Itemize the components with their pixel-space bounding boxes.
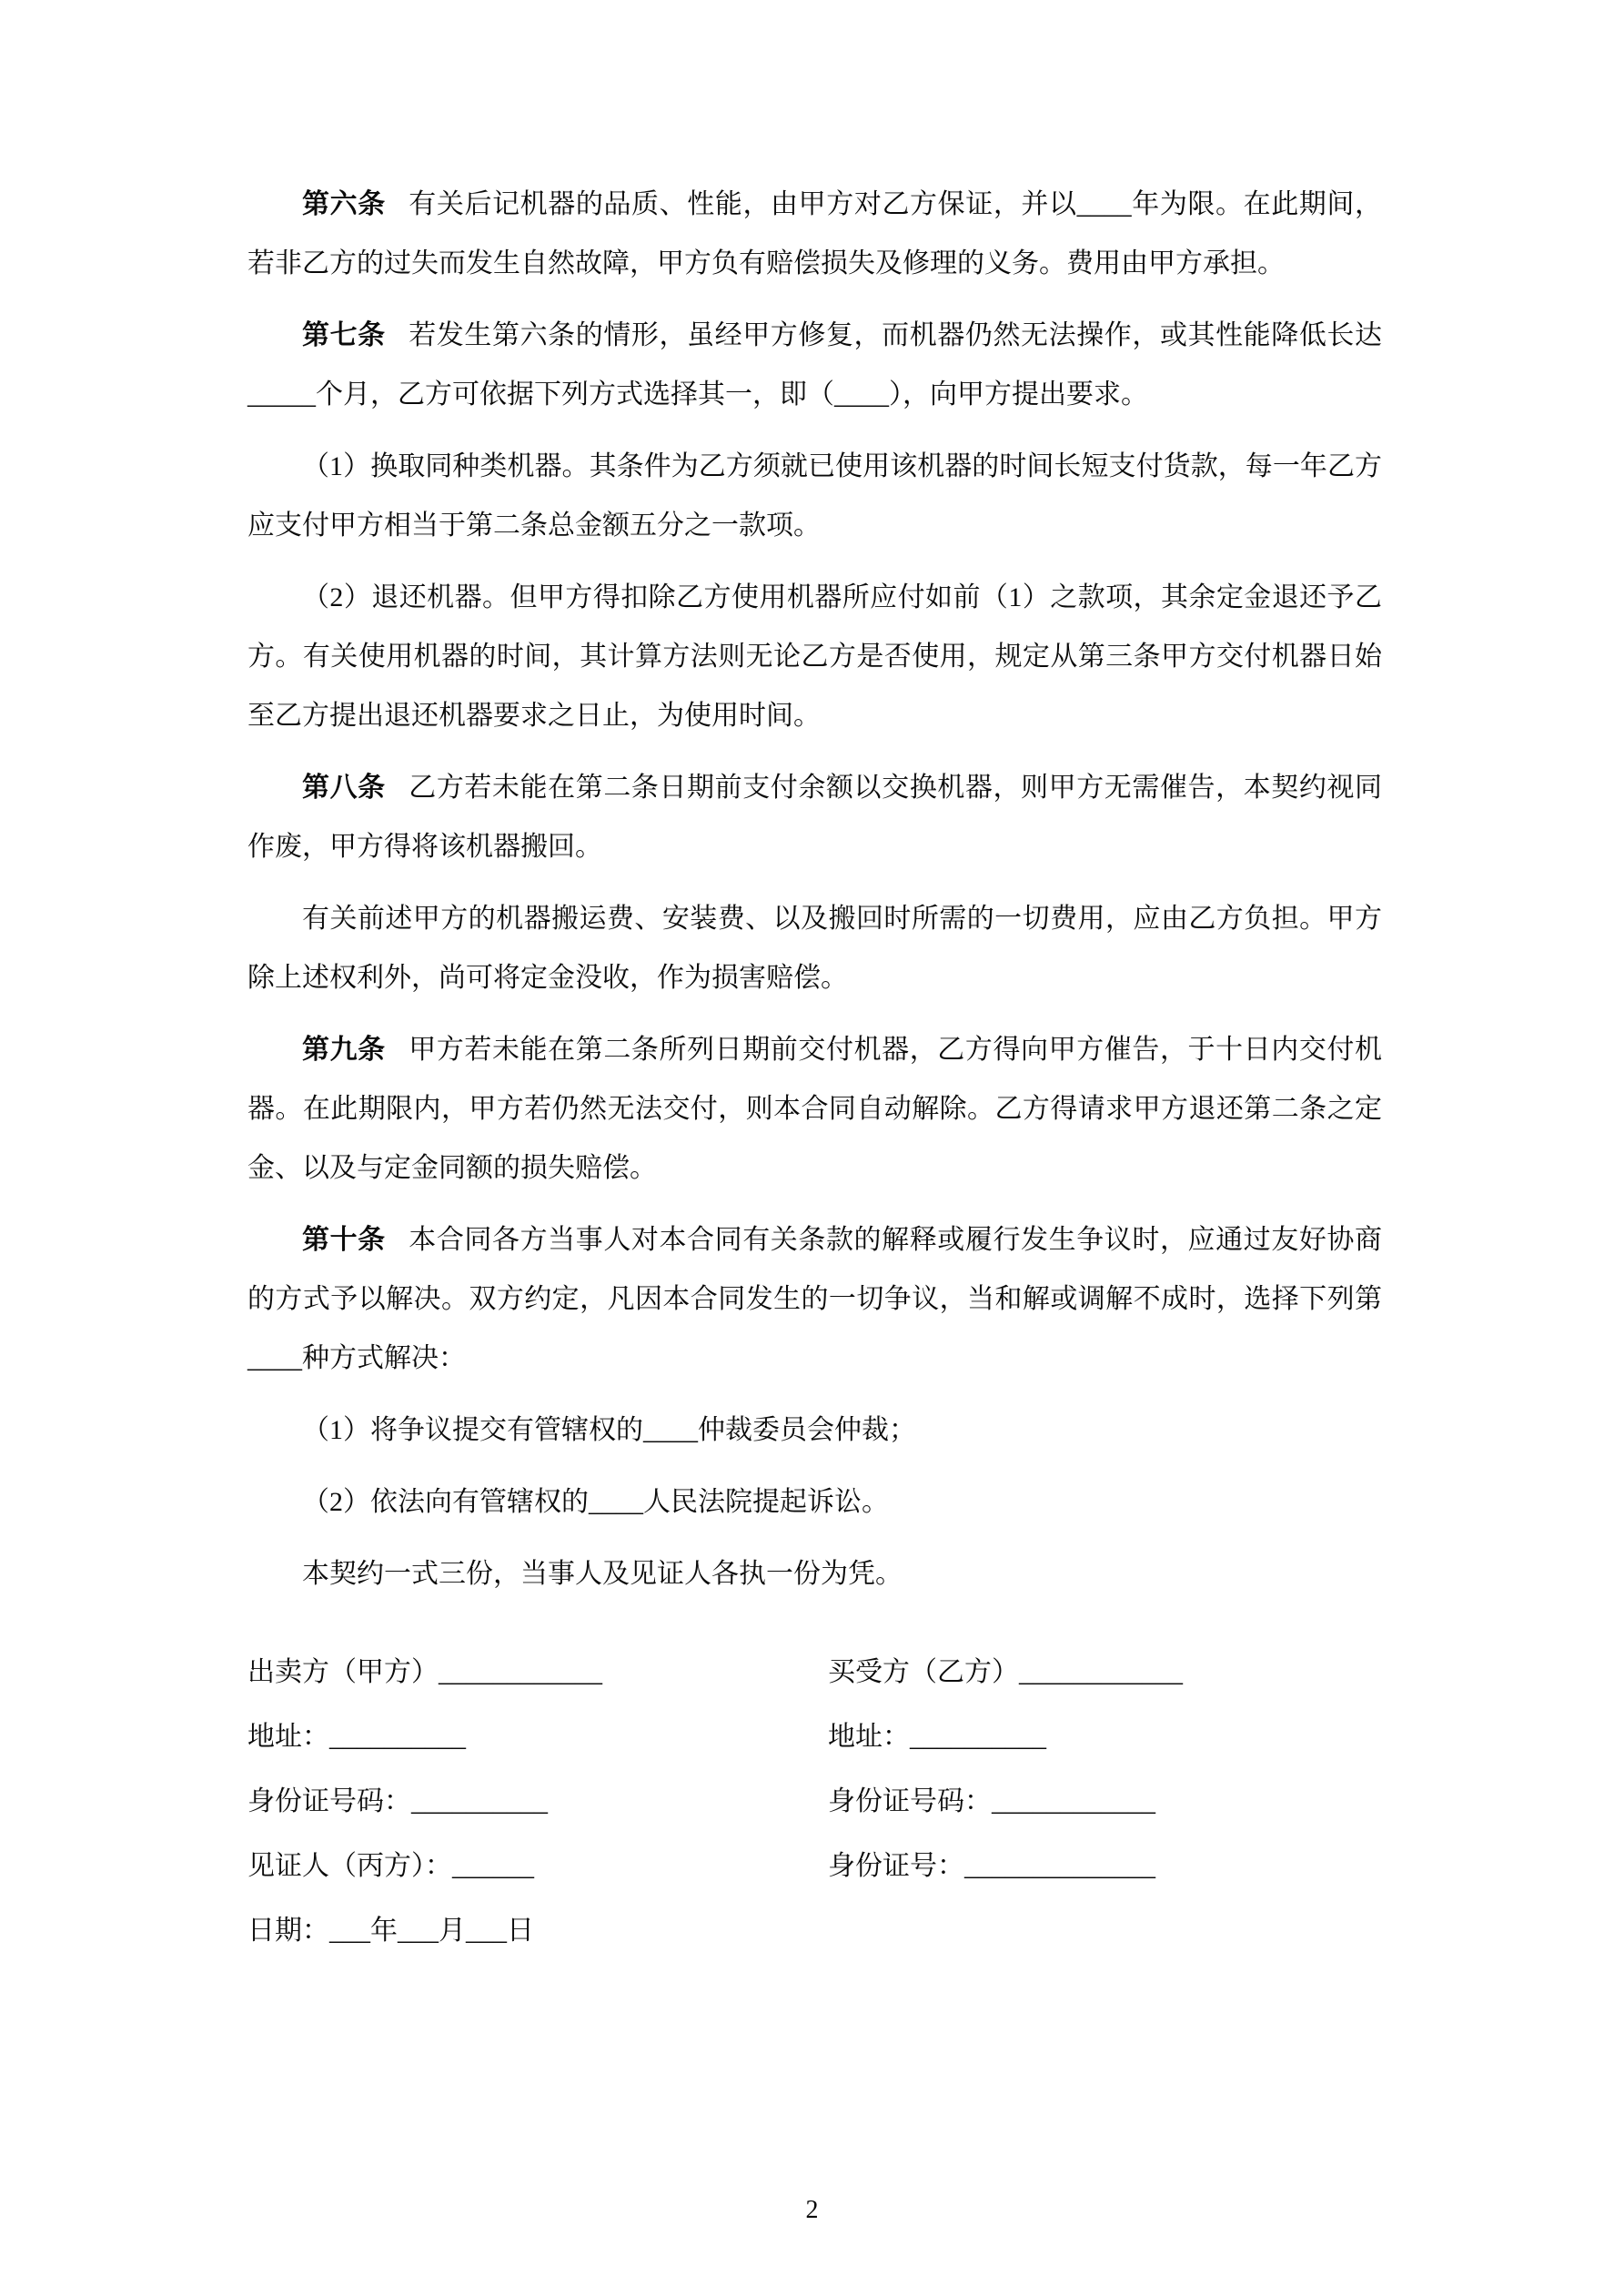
paragraph-clause-7-item-1	[247, 437, 1382, 555]
clause-9-label: 第九条	[302, 1035, 386, 1065]
signature-row-address	[247, 1723, 1382, 1751]
paragraph-clause-10-item-2	[247, 1472, 1382, 1532]
paragraph-clause-7	[247, 306, 1382, 424]
paragraph-clause-10-item-1	[247, 1401, 1382, 1460]
closing-statement-text: 本契约一式三份，当事人及见证人各执一份为凭。	[302, 1559, 903, 1589]
paragraph-clause-9	[247, 1020, 1382, 1198]
paragraph-clause-10	[247, 1210, 1382, 1388]
clause-8-label: 第八条	[302, 773, 386, 803]
clause-6-text: 有关后记机器的品质、性能，由甲方对乙方保证，并以____年为限。在此期间，若非乙方的过失而发生自然故障，甲方负有赔偿损失及修理的义务。费用由甲方承担。	[247, 189, 1383, 278]
signature-row-date	[247, 1917, 1382, 1945]
buyer-id-line: 身份证号码：____________	[828, 1786, 1155, 1816]
seller-id-line: 身份证号码：__________	[247, 1786, 548, 1816]
signature-block	[247, 1658, 1382, 1945]
date-line: 日期：___年___月___日	[247, 1916, 534, 1946]
signature-row-parties	[247, 1658, 1382, 1686]
buyer-party-line: 买受方（乙方）____________	[828, 1657, 1183, 1687]
clause-7-item-2-text: （2）退还机器。但甲方得扣除乙方使用机器所应付如前（1）之款项，其余定金退还予乙方。有关使用机器的时间，其计算方法则无论乙方是否使用，规定从第三条甲方交付机器日始至乙方提出退还机器要求之日止，为使用时间。	[247, 582, 1382, 731]
paragraph-clause-8-supplement	[247, 889, 1382, 1007]
clause-10-item-2-text: （2）依法向有管辖权的____人民法院提起诉讼。	[302, 1487, 889, 1517]
clause-7-text: 若发生第六条的情形，虽经甲方修复，而机器仍然无法操作，或其性能降低长达_____个月，乙方可依据下列方式选择其一，即（____），向甲方提出要求。	[247, 320, 1383, 410]
paragraph-clause-8	[247, 758, 1382, 876]
witness-line: 见证人（丙方）：______	[247, 1851, 534, 1881]
paragraph-closing-statement	[247, 1544, 1382, 1603]
buyer-address-line: 地址：__________	[828, 1722, 1046, 1752]
clause-7-label: 第七条	[302, 320, 386, 350]
clause-6-label: 第六条	[302, 189, 386, 219]
clause-8-text: 乙方若未能在第二条日期前支付余额以交换机器，则甲方无需催告，本契约视同作废，甲方得将该机器搬回。	[247, 773, 1383, 862]
clause-10-label: 第十条	[302, 1225, 386, 1255]
seller-party-line: 出卖方（甲方）____________	[247, 1657, 602, 1687]
page-number: 2	[805, 2196, 819, 2224]
paragraph-clause-7-item-2	[247, 568, 1382, 745]
clause-10-text: 本合同各方当事人对本合同有关条款的解释或履行发生争议时，应通过友好协商的方式予以解决。双方约定，凡因本合同发生的一切争议，当和解或调解不成时，选择下列第____种方式解决：	[247, 1225, 1383, 1373]
signature-row-witness	[247, 1852, 1382, 1880]
clause-7-item-1-text: （1）换取同种类机器。其条件为乙方须就已使用该机器的时间长短支付货款，每一年乙方应支付甲方相当于第二条总金额五分之一款项。	[247, 451, 1382, 541]
seller-address-line: 地址：__________	[247, 1722, 466, 1752]
paragraph-clause-6	[247, 175, 1382, 293]
clause-8-supplement-text: 有关前述甲方的机器搬运费、安装费、以及搬回时所需的一切费用，应由乙方负担。甲方除上述权利外，尚可将定金没收，作为损害赔偿。	[247, 904, 1382, 993]
witness-id-line: 身份证号：______________	[828, 1851, 1155, 1881]
clause-10-item-1-text: （1）将争议提交有管辖权的____仲裁委员会仲裁；	[302, 1415, 916, 1445]
signature-row-id-number	[247, 1787, 1382, 1816]
clause-9-text: 甲方若未能在第二条所列日期前交付机器，乙方得向甲方催告，于十日内交付机器。在此期限内，甲方若仍然无法交付，则本合同自动解除。乙方得请求甲方退还第二条之定金、以及与定金同额的损失赔偿。	[247, 1035, 1383, 1183]
